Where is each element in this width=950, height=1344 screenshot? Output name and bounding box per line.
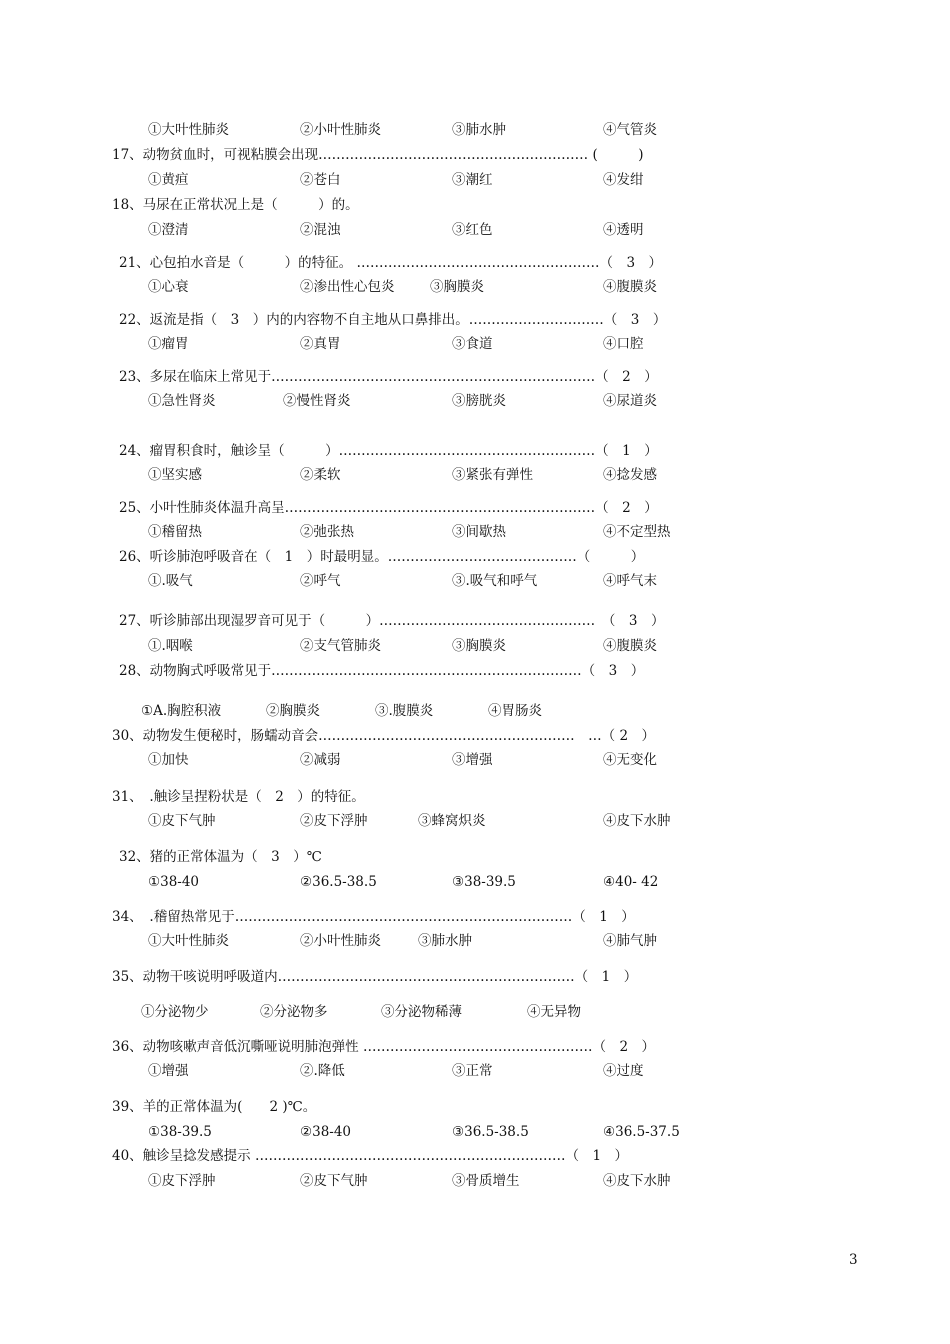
question-26: 26、听诊肺泡呼吸音在（ 1 ）时最明显。……………………………………（ ） <box>119 549 645 565</box>
option: ③.腹膜炎 <box>375 703 434 719</box>
option: ③食道 <box>452 336 493 352</box>
option: ④皮下水肿 <box>603 813 671 829</box>
option: ④无异物 <box>527 1004 581 1020</box>
option: ③分泌物稀薄 <box>381 1004 462 1020</box>
option: ①心衰 <box>148 279 189 295</box>
option: ③膀胱炎 <box>452 393 506 409</box>
option: ①皮下气肿 <box>148 813 216 829</box>
question-17: 17、动物贫血时，可视粘膜会出现…………………………………………………… ( ) <box>112 147 644 163</box>
question-39: 39、羊的正常体温为( 2 )℃。 <box>112 1099 317 1115</box>
option: ④腹膜炎 <box>603 638 657 654</box>
option: ④口腔 <box>603 336 644 352</box>
question-36: 36、动物咳嗽声音低沉嘶哑说明肺泡弹性 ……………………………………………（ 2 ） <box>112 1039 656 1055</box>
option: ④尿道炎 <box>603 393 657 409</box>
option: ②小叶性肺炎 <box>300 122 381 138</box>
option: ③潮红 <box>452 172 493 188</box>
option: ①增强 <box>148 1063 189 1079</box>
option: ①加快 <box>148 752 189 768</box>
option: ③增强 <box>452 752 493 768</box>
option: ④无变化 <box>603 752 657 768</box>
option: ③肺水肿 <box>418 933 472 949</box>
question-24: 24、瘤胃积食时，触诊呈（ ）…………………………………………………（ 1 ） <box>119 443 658 459</box>
option: ①.咽喉 <box>148 638 193 654</box>
option: ①澄清 <box>148 222 189 238</box>
option: ②38-40 <box>300 1124 352 1140</box>
question-18: 18、马尿在正常状况上是（ ）的。 <box>112 197 359 213</box>
question-40: 40、触诊呈捻发感提示 ……………………………………………………………（ 1 ） <box>112 1148 629 1164</box>
option: ④气管炎 <box>603 122 657 138</box>
option: ③红色 <box>452 222 493 238</box>
option: ①瘤胃 <box>148 336 189 352</box>
option: ②支气管肺炎 <box>300 638 381 654</box>
option: ①38-39.5 <box>148 1124 212 1140</box>
option: ②皮下浮肿 <box>300 813 368 829</box>
question-23: 23、多尿在临床上常见于………………………………………………………………（ 2 ） <box>119 369 658 385</box>
option: ④发绀 <box>603 172 644 188</box>
option: ③胸膜炎 <box>430 279 484 295</box>
option: ②真胃 <box>300 336 341 352</box>
option: ①皮下浮肿 <box>148 1173 216 1189</box>
question-35: 35、动物干咳说明呼吸道内…………………………………………………………（ 1 ） <box>112 969 638 985</box>
option: ④过度 <box>603 1063 644 1079</box>
question-32: 32、猪的正常体温为（ 3 ）℃ <box>119 849 322 865</box>
option: ④透明 <box>603 222 644 238</box>
option: ②减弱 <box>300 752 341 768</box>
option: ②分泌物多 <box>260 1004 328 1020</box>
option: ①大叶性肺炎 <box>148 933 229 949</box>
option: ③38-39.5 <box>452 874 516 890</box>
question-30: 30、动物发生便秘时，肠蠕动音会………………………………………………… …（ 2 ） <box>112 728 656 744</box>
option: ①黄疸 <box>148 172 189 188</box>
option: ①分泌物少 <box>141 1004 209 1020</box>
question-31: 31、 .触诊呈捏粉状是（ 2 ）的特征。 <box>112 789 365 805</box>
option: ②呼气 <box>300 573 341 589</box>
option: ③36.5-38.5 <box>452 1124 529 1140</box>
option: ④40- 42 <box>603 874 659 890</box>
option: ①.吸气 <box>148 573 193 589</box>
page-number: 3 <box>849 1252 858 1268</box>
option: ②36.5-38.5 <box>300 874 377 890</box>
option: ④胃肠炎 <box>488 703 542 719</box>
option: ③.吸气和呼气 <box>452 573 538 589</box>
option: ②弛张热 <box>300 524 354 540</box>
option: ②皮下气肿 <box>300 1173 368 1189</box>
question-28: 28、动物胸式呼吸常见于……………………………………………………………（ 3 ） <box>119 663 645 679</box>
option: ④腹膜炎 <box>603 279 657 295</box>
option: ①大叶性肺炎 <box>148 122 229 138</box>
option: ②.降低 <box>300 1063 345 1079</box>
option: ③胸膜炎 <box>452 638 506 654</box>
option: ③蜂窝炽炎 <box>418 813 486 829</box>
option: ②混浊 <box>300 222 341 238</box>
option: ④36.5-37.5 <box>603 1124 680 1140</box>
option: ④肺气肿 <box>603 933 657 949</box>
option: ③正常 <box>452 1063 493 1079</box>
option: ④皮下水肿 <box>603 1173 671 1189</box>
option: ①稽留热 <box>148 524 202 540</box>
option: ③肺水肿 <box>452 122 506 138</box>
question-27: 27、听诊肺部出现湿罗音可见于（ ）………………………………………… （ 3 ） <box>119 613 665 629</box>
option: ④捻发感 <box>603 467 657 483</box>
question-34: 34、 .稽留热常见于…………………………………………………………………（ 1 ） <box>112 909 635 925</box>
option: ④不定型热 <box>603 524 671 540</box>
option: ③间歇热 <box>452 524 506 540</box>
option: ②柔软 <box>300 467 341 483</box>
option: ①急性肾炎 <box>148 393 216 409</box>
option: ③骨质增生 <box>452 1173 520 1189</box>
question-22: 22、返流是指（ 3 ）内的内容物不自主地从口鼻排出。…………………………（ 3 ） <box>119 312 667 328</box>
option: ②小叶性肺炎 <box>300 933 381 949</box>
option: ④呼气末 <box>603 573 657 589</box>
option: ①A.胸腔积液 <box>141 703 222 719</box>
option: ③紧张有弹性 <box>452 467 533 483</box>
option: ②渗出性心包炎 <box>300 279 395 295</box>
question-25: 25、小叶性肺炎体温升高呈……………………………………………………………（ 2 ） <box>119 500 658 516</box>
question-21: 21、心包拍水音是（ ）的特征。 ………………………………………………（ 3 ） <box>119 255 663 271</box>
option: ①坚实感 <box>148 467 202 483</box>
option: ②慢性肾炎 <box>283 393 351 409</box>
option: ①38-40 <box>148 874 200 890</box>
option: ②苍白 <box>300 172 341 188</box>
option: ②胸膜炎 <box>266 703 320 719</box>
